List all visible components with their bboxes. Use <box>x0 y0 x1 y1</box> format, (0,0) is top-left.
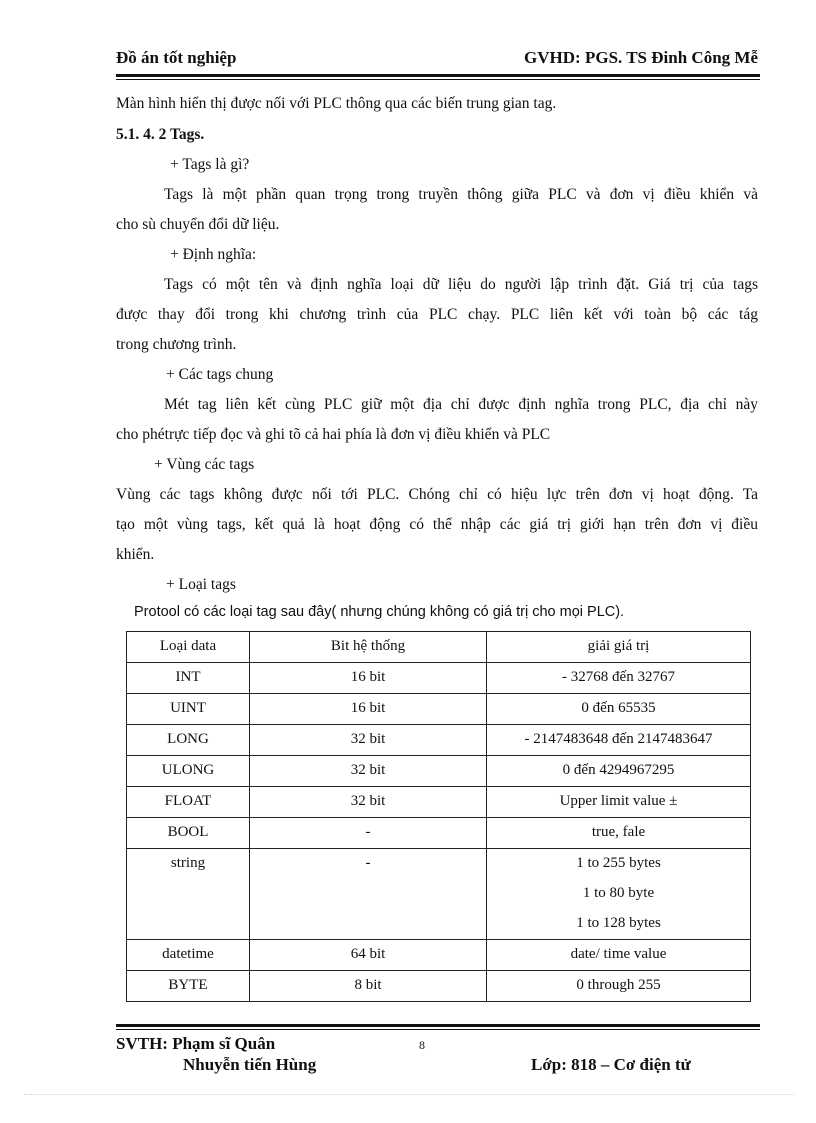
table-row <box>127 787 751 818</box>
table-cell: 16 bit <box>250 694 487 725</box>
table-cell: 16 bit <box>250 663 487 694</box>
table-row <box>127 849 751 940</box>
table-cell: - 2147483648 đến 2147483647 <box>487 725 751 756</box>
table-cell: 32 bit <box>250 756 487 787</box>
table-header-cell: Bit hệ thống <box>250 632 487 663</box>
question-what-are-tags: + Tags là gì? <box>170 156 250 173</box>
table-cell: LONG <box>127 725 250 756</box>
table-cell: date/ time value <box>487 940 751 971</box>
page-bottom-border <box>24 1094 794 1095</box>
paragraph-common-line1: Mét tag liên kết cùng PLC giữ một địa chỉ được định nghĩa trong PLC, địa chỉ này <box>164 396 758 413</box>
paragraph-areas-line3: khiển. <box>116 546 155 563</box>
footer-rule-thick <box>116 1024 760 1027</box>
table-cell: UINT <box>127 694 250 725</box>
table-header-cell: Loại data <box>127 632 250 663</box>
table-cell: BOOL <box>127 818 250 849</box>
header-rule-thick <box>116 74 760 77</box>
table-cell: 0 đến 4294967295 <box>487 756 751 787</box>
question-definition: + Định nghĩa: <box>170 246 257 263</box>
table-cell: FLOAT <box>127 787 250 818</box>
footer-class: Lớp: 818 – Cơ điện tử <box>531 1055 691 1074</box>
table-cell-line: 1 to 128 bytes <box>576 915 661 931</box>
paragraph-table-intro: Protool có các loại tag sau đây( nhưng chúng không có giá trị cho mọi PLC). <box>134 604 625 620</box>
paragraph-areas-line1: Vùng các tags không được nối tới PLC. Chóng chỉ có hiệu lực trên đơn vị hoạt động. Ta <box>116 486 758 503</box>
table-cell-line: 1 to 80 byte <box>582 885 655 901</box>
header-advisor: GVHD: PGS. TS Đinh Công Mễ <box>524 48 758 67</box>
page-header <box>116 48 758 72</box>
section-heading: 5.1. 4. 2 Tags. <box>116 126 205 143</box>
table-cell: ULONG <box>127 756 250 787</box>
table-cell: 0 through 255 <box>487 971 751 1002</box>
paragraph-definition-line3: trong chương trình. <box>116 336 237 353</box>
question-common-tags: + Các tags chung <box>166 366 274 383</box>
table-cell: - 32768 đến 32767 <box>487 663 751 694</box>
table-row <box>127 818 751 849</box>
table-header-row <box>127 632 751 663</box>
table-cell: - <box>250 849 487 940</box>
table-header-cell: giải giá trị <box>487 632 751 663</box>
footer-author2: Nhuyễn tiến Hùng <box>183 1055 317 1074</box>
paragraph-common-line2: cho phétrực tiếp đọc và ghi tõ cả hai phía là đơn vị điều khiển và PLC <box>116 426 551 443</box>
table-row <box>127 725 751 756</box>
footer-author1: SVTH: Phạm sĩ Quân <box>116 1034 276 1053</box>
table-cell: 8 bit <box>250 971 487 1002</box>
header-rule-thin <box>116 79 760 80</box>
table-row <box>127 756 751 787</box>
table-cell: string <box>127 849 250 940</box>
data-types-table <box>126 631 751 1002</box>
paragraph-tags-line2: cho sù chuyển đổi dữ liệu. <box>116 216 280 233</box>
table-row <box>127 940 751 971</box>
table-cell: - <box>250 818 487 849</box>
table-cell: true, fale <box>487 818 751 849</box>
table-row <box>127 694 751 725</box>
table-cell <box>487 849 751 940</box>
paragraph-intro: Màn hình hiển thị được nối với PLC thông qua các biến trung gian tag. <box>116 95 557 112</box>
footer-rule-thin <box>116 1029 760 1030</box>
table-cell: 64 bit <box>250 940 487 971</box>
table-cell: 32 bit <box>250 725 487 756</box>
table-cell: BYTE <box>127 971 250 1002</box>
paragraph-definition-line2: được thay đổi trong khi chương trình của PLC chạy. PLC liên kết với toàn bộ các tág <box>116 306 758 323</box>
table-cell: INT <box>127 663 250 694</box>
paragraph-areas-line2: tạo một vùng tags, kết quả là hoạt động có thể nhập các giá trị giới hạn trên đơn vị điều <box>116 516 758 533</box>
question-tag-types: + Loại tags <box>166 576 236 593</box>
table-cell-line: 1 to 255 bytes <box>576 855 661 871</box>
paragraph-definition-line1: Tags có một tên và định nghĩa loại dữ liệu do người lập trình đặt. Giá trị của tags <box>164 276 758 293</box>
table-row <box>127 971 751 1002</box>
header-title: Đồ án tốt nghiệp <box>116 48 237 67</box>
paragraph-tags-line1: Tags là một phần quan trọng trong truyền thông giữa PLC và đơn vị điều khiển và <box>164 186 758 203</box>
table-cell: Upper limit value ± <box>487 787 751 818</box>
page-number: 8 <box>419 1038 425 1052</box>
table-row <box>127 663 751 694</box>
table-cell: 0 đến 65535 <box>487 694 751 725</box>
question-tag-areas: + Vùng các tags <box>154 456 255 473</box>
table-cell: datetime <box>127 940 250 971</box>
table-cell: 32 bit <box>250 787 487 818</box>
